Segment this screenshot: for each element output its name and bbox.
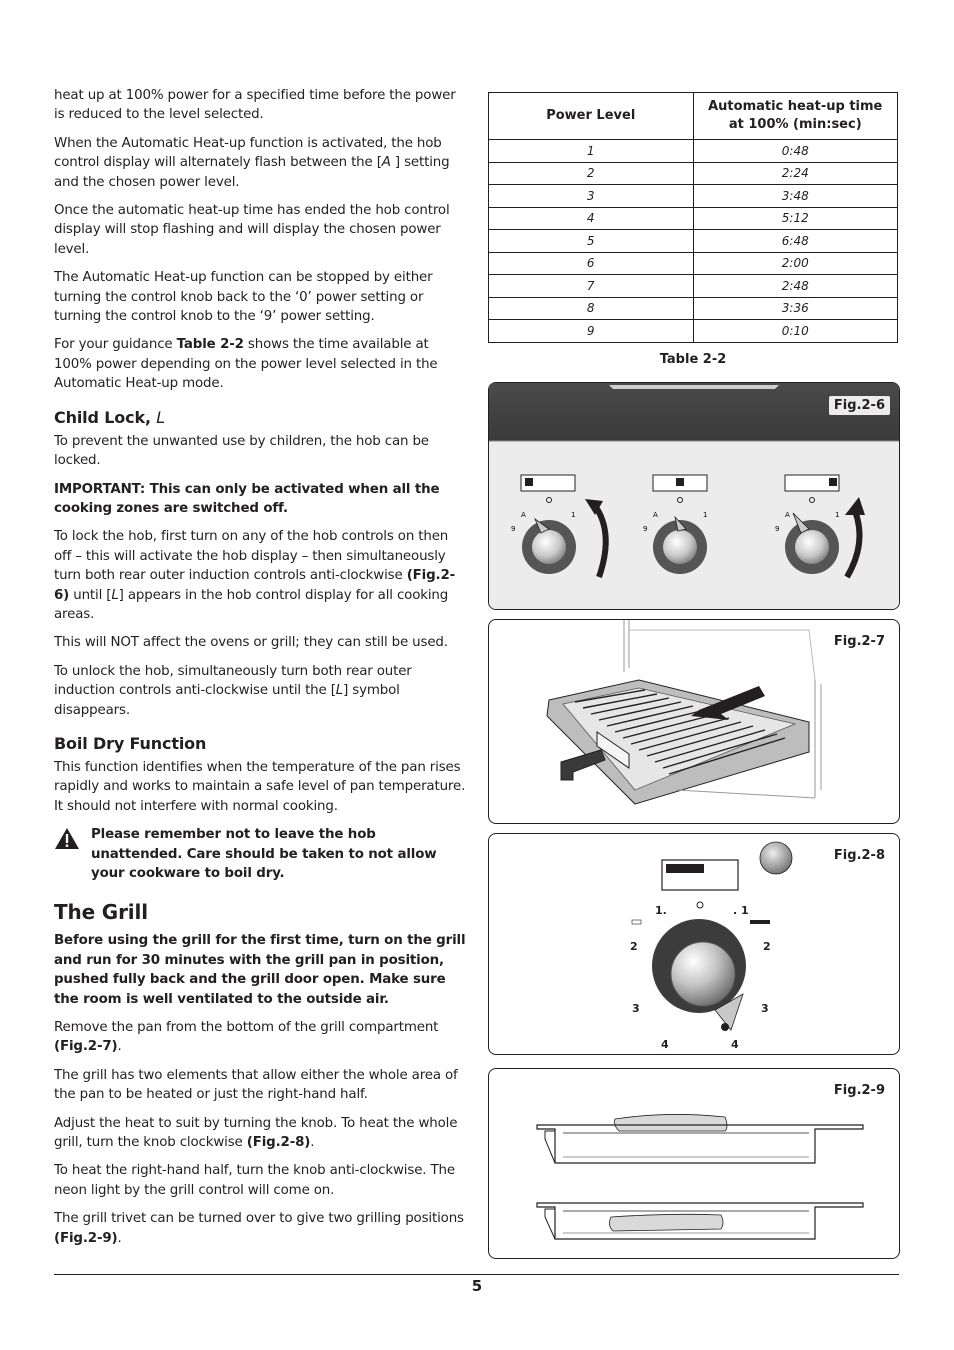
label-9: 9 bbox=[511, 525, 516, 533]
table-row bbox=[489, 320, 898, 343]
cell-power-level: 3 bbox=[489, 185, 694, 208]
paragraph: The Automatic Heat-up function can be stopped by either turning the control knob back to the ‘0’ power setting or turning the control knob to the ‘9’ power setting. bbox=[54, 270, 433, 325]
table-reference: Table 2-2 bbox=[176, 337, 244, 353]
grill-label-3-left: 3 bbox=[632, 1002, 640, 1015]
figure-reference: (Fig.2-9) bbox=[54, 1230, 118, 1246]
heat-up-table bbox=[488, 92, 898, 343]
symbol-l: L bbox=[111, 587, 119, 603]
figure-label: Fig.2-7 bbox=[833, 634, 885, 649]
text: . bbox=[310, 1135, 315, 1151]
symbol-l: L bbox=[335, 683, 344, 699]
label-9: 9 bbox=[775, 525, 780, 533]
figure-label: Fig.2-6 bbox=[829, 396, 890, 415]
cell-time: 3:48 bbox=[693, 185, 898, 208]
figure-2-6 bbox=[488, 382, 900, 610]
grill-knob-illustration bbox=[489, 834, 899, 1054]
cell-time: 6:48 bbox=[693, 230, 898, 253]
text: To lock the hob, first turn on any of the hob controls on then off – this will activate the hob display – then simultaneously turn both rear outer induction controls anti-clockwise bbox=[54, 529, 449, 584]
text: ] symbol disappears. bbox=[54, 683, 400, 718]
text: ] appears in the hob control display for all cooking areas. bbox=[54, 587, 449, 622]
text: When the Automatic Heat-up function is activated, the hob control display will alternately flash between the [ bbox=[54, 135, 442, 171]
cell-power-level: 7 bbox=[489, 275, 694, 298]
cell-time: 2:48 bbox=[693, 275, 898, 298]
symbol-a: A bbox=[381, 155, 391, 171]
text: ] setting and the chosen power level. bbox=[54, 155, 450, 190]
grill-label-2-left: 2 bbox=[630, 940, 638, 953]
grill-label-4-right: 4 bbox=[731, 1038, 739, 1051]
footer-rule bbox=[54, 1274, 899, 1275]
figure-2-7 bbox=[488, 619, 900, 824]
figure-label: Fig.2-9 bbox=[833, 1083, 885, 1098]
label-a: A bbox=[653, 511, 658, 519]
cell-power-level: 5 bbox=[489, 230, 694, 253]
table-row bbox=[489, 207, 898, 230]
grill-label-1-right: . 1 bbox=[733, 904, 749, 917]
paragraph: This function identifies when the temperature of the pan rises rapidly and works to maintain a safe level of pan temperature. It should not interfere with normal cooking. bbox=[54, 759, 466, 814]
heading-child-lock bbox=[54, 408, 468, 428]
cell-time: 5:12 bbox=[693, 207, 898, 230]
paragraph bbox=[54, 1114, 468, 1153]
text: . bbox=[117, 1230, 122, 1246]
column-header: Power Level bbox=[489, 93, 694, 140]
cell-power-level: 2 bbox=[489, 162, 694, 185]
figure-reference: (Fig.2-7) bbox=[54, 1039, 118, 1055]
paragraph bbox=[54, 134, 468, 192]
text: The grill trivet can be turned over to give two grilling positions bbox=[54, 1211, 464, 1227]
text: To unlock the hob, simultaneously turn both rear outer induction controls anti-clockwise until the [ bbox=[54, 663, 412, 699]
text: For your guidance bbox=[54, 337, 177, 353]
table-row bbox=[489, 297, 898, 320]
column-header: Automatic heat-up time at 100% (min:sec) bbox=[693, 93, 898, 140]
text: Adjust the heat to suit by turning the knob. To heat the whole grill, turn the knob clockwise bbox=[54, 1115, 458, 1151]
page-number: 5 bbox=[471, 1277, 483, 1295]
table-caption: Table 2-2 bbox=[659, 352, 727, 367]
text: . bbox=[117, 1039, 122, 1055]
left-column bbox=[54, 86, 468, 1257]
paragraph: Once the automatic heat-up time has ended the hob control display will stop flashing and will display the chosen power level. bbox=[54, 203, 450, 257]
paragraph bbox=[54, 662, 468, 720]
paragraph: This will NOT affect the ovens or grill; they can still be used. bbox=[54, 635, 448, 651]
hob-knob-left-rear bbox=[507, 471, 637, 591]
cell-time: 2:00 bbox=[693, 252, 898, 275]
warning-note bbox=[54, 825, 468, 883]
grill-label-1-left: 1. bbox=[655, 904, 667, 917]
paragraph: To heat the right-hand half, turn the knob anti-clockwise. The neon light by the grill control will come on. bbox=[54, 1163, 455, 1198]
grill-label-4-left: 4 bbox=[661, 1038, 669, 1051]
paragraph bbox=[54, 1018, 468, 1057]
cell-power-level: 8 bbox=[489, 297, 694, 320]
symbol-l: L bbox=[156, 407, 166, 427]
paragraph bbox=[54, 1209, 468, 1248]
figure-label: Fig.2-8 bbox=[833, 848, 885, 863]
table-row bbox=[489, 230, 898, 253]
heading-boil-dry: Boil Dry Function bbox=[54, 733, 207, 753]
text: Remove the pan from the bottom of the grill compartment bbox=[54, 1020, 439, 1036]
table-row bbox=[489, 162, 898, 185]
figure-2-9 bbox=[488, 1068, 900, 1259]
cell-power-level: 4 bbox=[489, 207, 694, 230]
warning-text: Please remember not to leave the hob unattended. Care should be taken to not allow your cookware to boil dry. bbox=[91, 827, 437, 881]
cell-time: 3:36 bbox=[693, 297, 898, 320]
hob-knob-centre bbox=[639, 471, 749, 591]
heading-the-grill: The Grill bbox=[54, 900, 148, 925]
text: shows the time available at 100% power depending on the power level selected in the Automatic Heat-up mode. bbox=[54, 337, 438, 392]
table-row bbox=[489, 275, 898, 298]
label-1: 1 bbox=[571, 511, 576, 519]
table-row bbox=[489, 185, 898, 208]
paragraph: To prevent the unwanted use by children, the hob can be locked. bbox=[54, 433, 429, 469]
cell-time: 2:24 bbox=[693, 162, 898, 185]
cell-time: 0:10 bbox=[693, 320, 898, 343]
grill-label-2-right: 2 bbox=[763, 940, 771, 953]
table-header-row bbox=[489, 93, 898, 140]
grill-pan-illustration bbox=[489, 620, 899, 823]
figure-reference: (Fig.2-6) bbox=[54, 568, 456, 603]
cell-time: 0:48 bbox=[693, 140, 898, 163]
figure-2-8 bbox=[488, 833, 900, 1055]
paragraph bbox=[54, 527, 468, 624]
text: until [ bbox=[69, 587, 112, 603]
important-note: Before using the grill for the first time, turn on the grill and run for 30 minutes with the grill pan in position, pushed fully back and the grill door open. Make sure the room is well ventilated to the outside air. bbox=[54, 933, 466, 1007]
table-row bbox=[489, 252, 898, 275]
cell-power-level: 6 bbox=[489, 252, 694, 275]
figure-reference: (Fig.2-8) bbox=[246, 1135, 311, 1151]
text: Child Lock, bbox=[54, 407, 157, 427]
paragraph: The grill has two elements that allow either the whole area of the pan to be heated or just the right-hand half. bbox=[54, 1067, 458, 1103]
important-note: IMPORTANT: This can only be activated when all the cooking zones are switched off. bbox=[54, 481, 440, 516]
paragraph bbox=[54, 335, 468, 393]
label-9: 9 bbox=[643, 525, 648, 533]
paragraph: heat up at 100% power for a specified time before the power is reduced to the level selected. bbox=[54, 88, 456, 123]
cell-power-level: 1 bbox=[489, 140, 694, 163]
hob-knob-right-rear bbox=[771, 471, 900, 591]
table-row bbox=[489, 140, 898, 163]
label-a: A bbox=[521, 511, 526, 519]
label-1: 1 bbox=[835, 511, 840, 519]
cell-power-level: 9 bbox=[489, 320, 694, 343]
warning-icon bbox=[54, 827, 80, 850]
grill-label-3-right: 3 bbox=[761, 1002, 769, 1015]
label-a: A bbox=[785, 511, 790, 519]
label-1: 1 bbox=[703, 511, 708, 519]
